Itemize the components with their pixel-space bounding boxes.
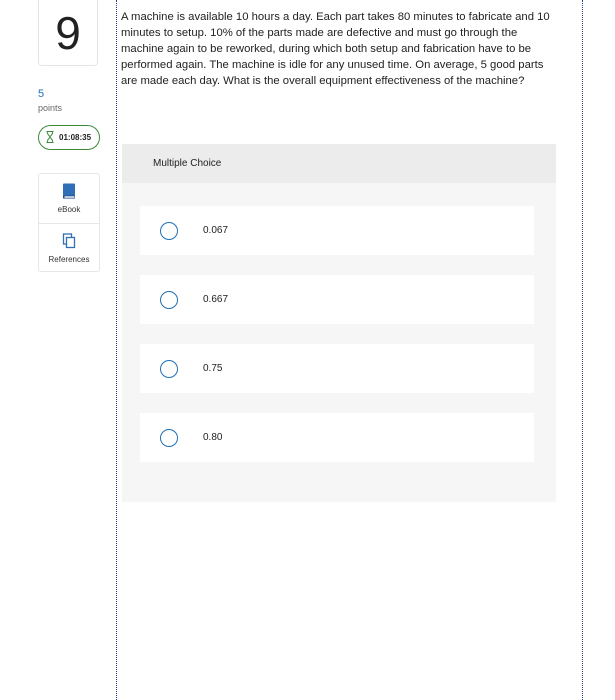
timer-value: 01:08:35 bbox=[59, 133, 92, 142]
points-value: 5 bbox=[38, 88, 45, 100]
book-icon bbox=[62, 183, 76, 201]
tool-panel bbox=[38, 173, 100, 272]
multiple-choice-panel bbox=[122, 144, 556, 502]
answer-option[interactable] bbox=[140, 275, 534, 324]
hourglass-icon bbox=[46, 131, 54, 145]
option-label: 0.067 bbox=[203, 225, 229, 236]
timer[interactable] bbox=[38, 125, 100, 150]
radio-button[interactable] bbox=[160, 291, 178, 309]
option-label: 0.80 bbox=[203, 432, 223, 443]
radio-button[interactable] bbox=[160, 222, 178, 240]
question-text: A machine is available 10 hours a day. Each part takes 80 minutes to fabricate and 10 minutes to setup. 10% of the parts made are defective and must go through the machine again to be reworked, during which both setup and fabrication have to be performed again. The machine is idle for any unused time. On average, 5 good parts are made each day. What is the overall equipment effectiveness of the machine? bbox=[121, 11, 550, 87]
multiple-choice-header: Multiple Choice bbox=[122, 144, 556, 183]
radio-button[interactable] bbox=[160, 429, 178, 447]
radio-button[interactable] bbox=[160, 360, 178, 378]
copy-documents-icon bbox=[62, 233, 76, 251]
left-divider bbox=[116, 0, 117, 700]
points-label: points bbox=[38, 103, 63, 113]
references-label: References bbox=[48, 255, 90, 264]
ebook-button[interactable] bbox=[39, 174, 99, 223]
option-label: 0.667 bbox=[203, 294, 229, 305]
answer-option[interactable] bbox=[140, 413, 534, 462]
answer-option[interactable] bbox=[140, 344, 534, 393]
right-divider bbox=[582, 0, 583, 700]
option-label: 0.75 bbox=[203, 363, 223, 374]
references-button[interactable] bbox=[39, 223, 99, 273]
question-number: 9 bbox=[38, 0, 98, 66]
ebook-label: eBook bbox=[57, 205, 81, 214]
answer-option[interactable] bbox=[140, 206, 534, 255]
